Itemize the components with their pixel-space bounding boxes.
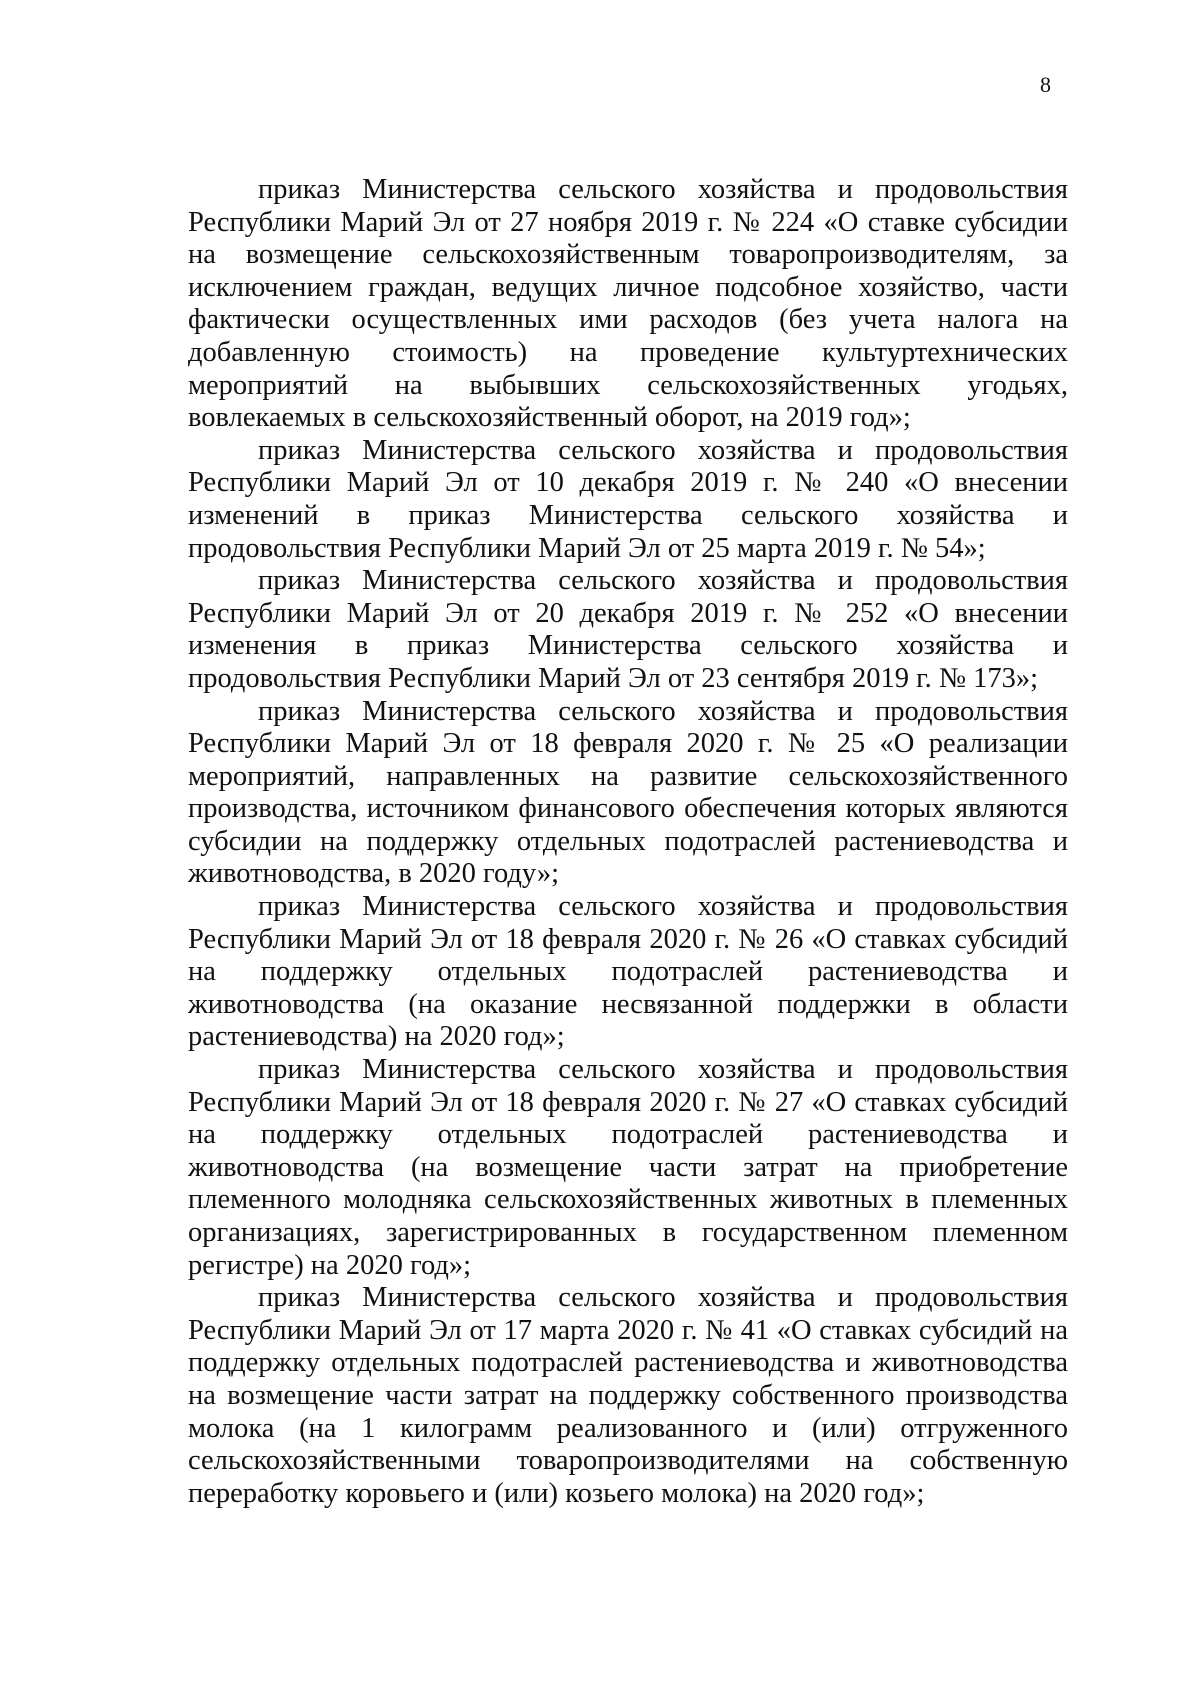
paragraph-order-240: приказ Министерства сельского хозяйства и продовольствия Республики Марий Эл от 10 декабря 2019 г. № 240 «О внесении изменений в приказ Министерства сельского хозяйства и продовольствия Республики Марий Эл от 25 марта 2019 г. № 54»; [188, 434, 1068, 564]
paragraph-order-25: приказ Министерства сельского хозяйства и продовольствия Республики Марий Эл от 18 февраля 2020 г. № 25 «О реализации мероприятий, направленных на развитие сельскохозяйственного производства, источником финансового обеспечения которых являются субсидии на поддержку отдельных подотраслей растениеводства и животноводства, в 2020 году»; [188, 695, 1068, 890]
paragraph-order-41: приказ Министерства сельского хозяйства и продовольствия Республики Марий Эл от 17 марта 2020 г. № 41 «О ставках субсидий на поддержку отдельных подотраслей растениеводства и животноводства на возмещение части затрат на поддержку собственного производства молока (на 1 килограмм реализованного и (или) отгруженного сельскохозяйственными товаропроизводителями на собственную переработку коровьего и (или) козьего молока) на 2020 год»; [188, 1282, 1068, 1509]
paragraph-order-224: приказ Министерства сельского хозяйства и продовольствия Республики Марий Эл от 27 ноября 2019 г. № 224 «О ставке субсидии на возмещение сельскохозяйственным товаропроизводителям, за исключением граждан, ведущих личное подсобное хозяйство, части фактически осуществленных ими расходов (без учета налога на добавленную стоимость) на проведение культуртехнических мероприятий на выбывших сельскохозяйственных угодьях, вовлекаемых в сельскохозяйственный оборот, на 2019 год»; [188, 174, 1068, 434]
page-number: 8 [1040, 72, 1051, 97]
paragraph-order-26: приказ Министерства сельского хозяйства и продовольствия Республики Марий Эл от 18 февраля 2020 г. № 26 «О ставках субсидий на поддержку отдельных подотраслей растениеводства и животноводства (на оказание несвязанной поддержки в области растениеводства) на 2020 год»; [188, 891, 1068, 1053]
paragraph-order-252: приказ Министерства сельского хозяйства и продовольствия Республики Марий Эл от 20 декабря 2019 г. № 252 «О внесении изменения в приказ Министерства сельского хозяйства и продовольствия Республики Марий Эл от 23 сентября 2019 г. № 173»; [188, 565, 1068, 694]
paragraph-order-27: приказ Министерства сельского хозяйства и продовольствия Республики Марий Эл от 18 февраля 2020 г. № 27 «О ставках субсидий на поддержку отдельных подотраслей растениеводства и животноводства (на возмещение части затрат на приобретение племенного молодняка сельскохозяйственных животных в племенных организациях, зарегистрированных в государственном племенном регистре) на 2020 год»; [188, 1054, 1068, 1281]
document-body [188, 174, 1068, 1510]
